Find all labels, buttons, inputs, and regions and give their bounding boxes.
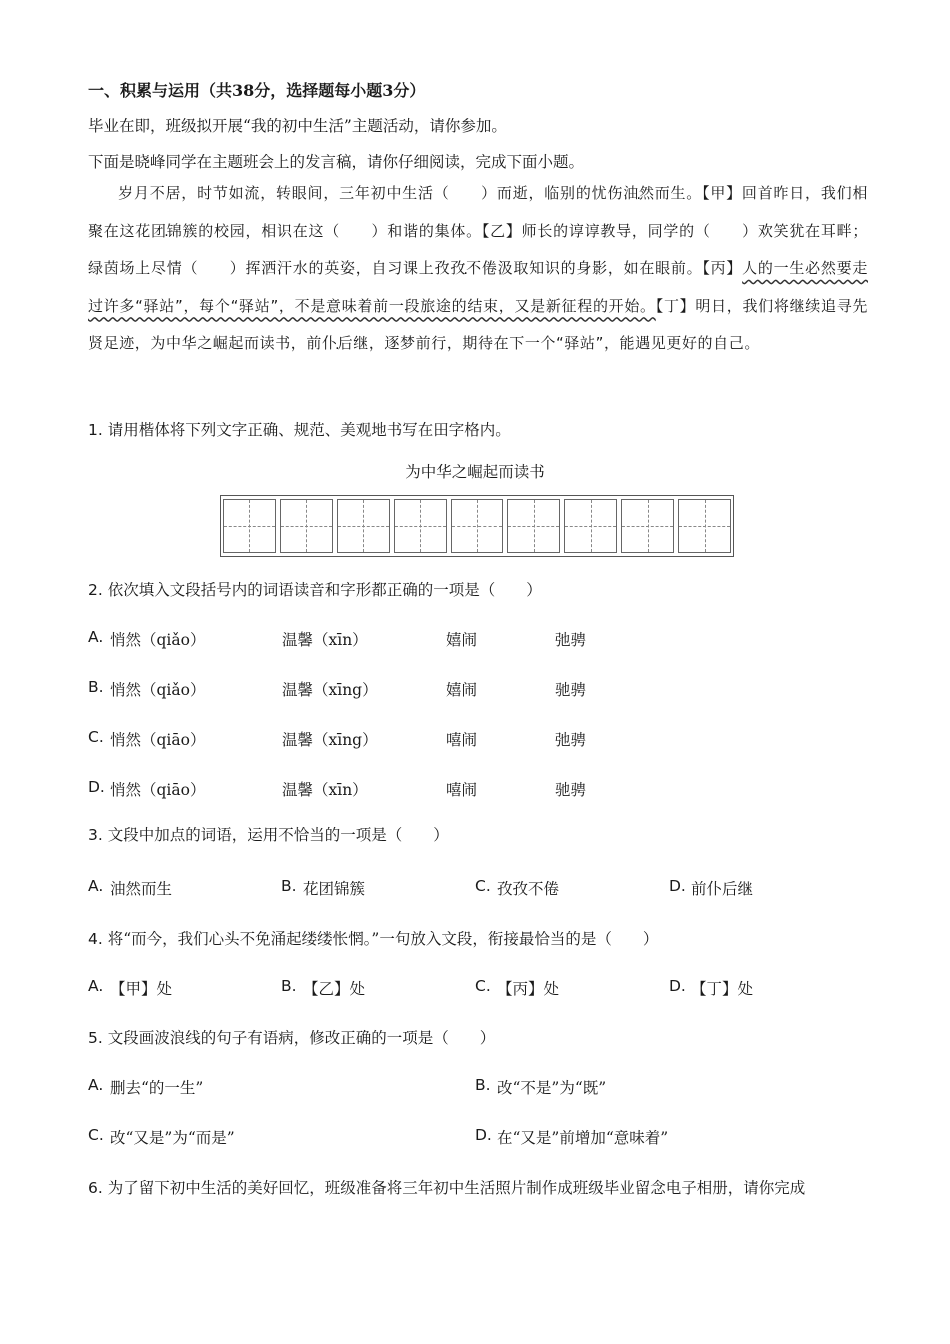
q3-option-d[interactable]: 前仆后继 (691, 880, 754, 898)
option-word: 弛骋 (555, 731, 587, 749)
grid-caption: 为中华之崛起而读书 (405, 463, 545, 481)
q3-option-b-letter[interactable]: B. (281, 877, 297, 895)
question-number: 2. (88, 581, 103, 599)
question-text: 依次填入文段括号内的词语读音和字形都正确的一项是（ ） (107, 581, 542, 599)
question-4 (88, 927, 658, 949)
grid-cell[interactable] (564, 499, 617, 553)
wavy-sentence: 人的一生必然要走过许多“驿站”，每个“驿站”，不是意味着前一段旅途的结束，又是新征程的开始。 (88, 259, 868, 315)
question-2 (88, 578, 542, 600)
q5-option-b-letter[interactable]: B. (475, 1076, 491, 1094)
option-letter: A. (88, 628, 104, 646)
q4-option-a[interactable]: 【甲】处 (110, 980, 173, 998)
option-letter: C. (88, 728, 104, 746)
option-word: 温馨（xīng） (282, 681, 378, 699)
option-word: 悄然（qiāo） (110, 781, 206, 799)
q3-option-d-letter[interactable]: D. (669, 877, 686, 895)
intro-line-1: 毕业在即，班级拟开展“我的初中生活”主题活动，请你参加。 (88, 117, 507, 135)
question-text: 为了留下初中生活的美好回忆，班级准备将三年初中生活照片制作成班级毕业留念电子相册，请你完成 (107, 1179, 806, 1197)
question-text: 请用楷体将下列文字正确、规范、美观地书写在田字格内。 (107, 421, 511, 439)
question-number: 6. (88, 1179, 103, 1197)
q3-option-a-letter[interactable]: A. (88, 877, 104, 895)
passage-text: ，逐梦前行，期待在下一个“驿站”，能遇见更好的自己。 (368, 334, 760, 352)
option-word: 嘻闹 (446, 781, 478, 799)
option-word: 弛骋 (555, 631, 587, 649)
question-5 (88, 1026, 495, 1048)
intro-line-2: 下面是晓峰同学在主题班会上的发言稿，请你仔细阅读，完成下面小题。 (88, 153, 585, 171)
question-text: 的一项是（ ） (324, 826, 449, 844)
question-6 (88, 1176, 805, 1198)
option-word: 悄然（qiāo） (110, 731, 206, 749)
option-word: 温馨（xīn） (282, 631, 368, 649)
option-word: 嬉闹 (446, 681, 478, 699)
q4-option-d[interactable]: 【丁】处 (691, 980, 754, 998)
option-letter: B. (88, 678, 104, 696)
q5-option-d[interactable]: 在“又是”前增加“意味着” (497, 1129, 669, 1147)
dotted-emphasis: 不恰当 (278, 826, 325, 844)
grid-cell[interactable] (621, 499, 674, 553)
question-text: 将“而今，我们心头不免涌起缕缕怅惘。”一句放入文段，衔接最恰当的是（ ） (107, 930, 659, 948)
passage-text: 而生。【甲】回首昨日，我们相聚在这 (88, 184, 869, 240)
q4-option-b-letter[interactable]: B. (281, 977, 297, 995)
grid-cell[interactable] (394, 499, 447, 553)
q5-option-d-letter[interactable]: D. (475, 1126, 492, 1144)
q3-option-b[interactable]: 花团锦簇 (303, 880, 366, 898)
option-word: 驰骋 (555, 681, 587, 699)
dotted-word-2: 花团锦簇 . (135, 222, 198, 240)
question-text: 文段画波浪线的句子有语病，修改正确的一项是（ ） (107, 1029, 496, 1047)
dotted-word-4: 前仆后继 . (306, 334, 368, 352)
q3-option-a[interactable]: 油然而生 (110, 880, 173, 898)
grid-cell[interactable] (678, 499, 731, 553)
q3-option-c-letter[interactable]: C. (475, 877, 491, 895)
option-word: 嬉闹 (446, 631, 478, 649)
q5-option-c[interactable]: 改“又是”为“而是” (110, 1129, 235, 1147)
passage-text: 【丁】明日，我们将继续追寻先贤足迹，为中华之崛起而读书， (88, 296, 868, 352)
question-text: 文段中加点的词语，运用 (107, 826, 279, 844)
q4-option-d-letter[interactable]: D. (669, 977, 686, 995)
q5-option-c-letter[interactable]: C. (88, 1126, 104, 1144)
option-word: 悄然（qiǎo） (110, 631, 206, 649)
q4-option-b[interactable]: 【乙】处 (303, 980, 366, 998)
grid-cell[interactable] (507, 499, 560, 553)
q4-option-c[interactable]: 【丙】处 (497, 980, 560, 998)
passage (88, 175, 868, 363)
grid-cell[interactable] (337, 499, 390, 553)
option-letter: D. (88, 778, 105, 796)
writing-grid[interactable] (220, 495, 734, 557)
passage-text: 汲取知识的身影，如在眼前。【丙】 (497, 259, 743, 277)
question-1 (88, 418, 511, 440)
question-number: 5. (88, 1029, 103, 1047)
q5-option-a-letter[interactable]: A. (88, 1076, 104, 1094)
passage-text: 岁月不居，时节如流，转眼间，三年初中生活（ ）而逝，临别的忧伤 (118, 184, 624, 202)
option-word: 嘻闹 (446, 731, 478, 749)
q4-option-c-letter[interactable]: C. (475, 977, 491, 995)
question-number: 4. (88, 930, 103, 948)
option-word: 驰骋 (555, 781, 587, 799)
question-3 (88, 823, 449, 845)
option-word: 温馨（xīn） (282, 781, 368, 799)
grid-cell[interactable] (223, 499, 276, 553)
dotted-word-3: 孜孜不倦 . (435, 259, 498, 277)
grid-cell[interactable] (280, 499, 333, 553)
question-number: 3. (88, 826, 103, 844)
q5-option-a[interactable]: 删去“的一生” (110, 1079, 204, 1097)
dotted-word-1: 油然 . (623, 184, 655, 202)
question-number: 1. (88, 421, 103, 439)
q3-option-c[interactable]: 孜孜不倦 (497, 880, 560, 898)
option-word: 温馨（xīng） (282, 731, 378, 749)
grid-cell[interactable] (451, 499, 504, 553)
q4-option-a-letter[interactable]: A. (88, 977, 104, 995)
section-title: 一、积累与运用（共38分，选择题每小题3分） (88, 81, 426, 100)
passage-text: 的校园，相识在这（ ）和谐的集体。【乙】师长的谆谆教导，同学的（ ）欢笑犹在耳畔；绿茵场上尽情（ ）挥洒汗水的英姿，自习课上 (88, 221, 868, 277)
q5-option-b[interactable]: 改“不是”为“既” (497, 1079, 607, 1097)
option-word: 悄然（qiǎo） (110, 681, 206, 699)
